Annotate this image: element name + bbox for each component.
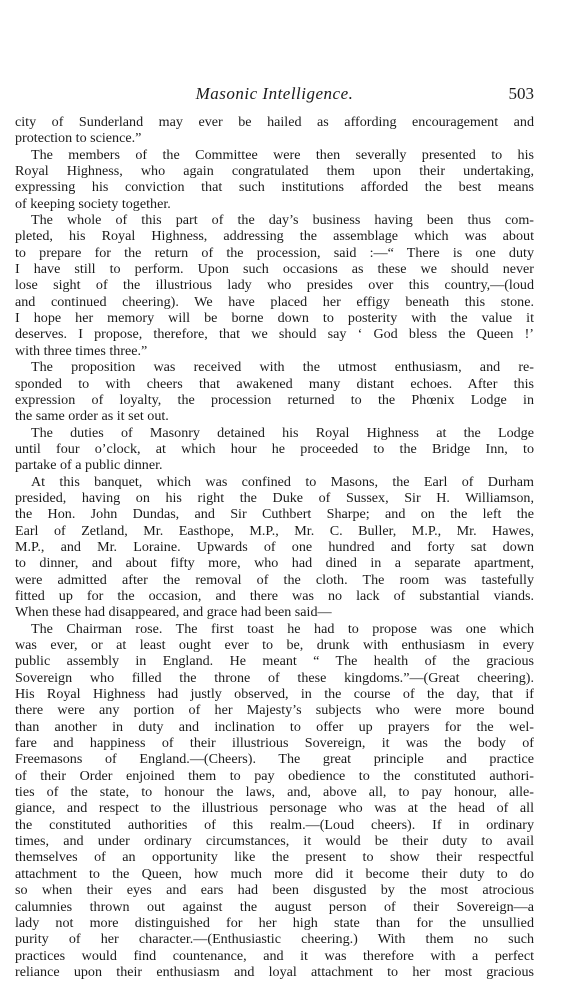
text-line: lose sight of the illustrious lady who presides over this country,—(loud bbox=[15, 277, 534, 294]
text-line: The whole of this part of the day’s business having been thus com- bbox=[31, 212, 534, 229]
text-line: expression of loyalty, the procession returned to the Phœnix Lodge in bbox=[15, 391, 534, 408]
text-line: When these had disappeared, and grace had been said— bbox=[15, 604, 332, 621]
text-line: attachment to the Queen, how much more did it become their duty to do bbox=[15, 865, 534, 882]
text-line: than another in duty and inclination to offer up prayers for the wel- bbox=[15, 718, 534, 735]
text-line: The proposition was received with the utmost enthusiasm, and re- bbox=[31, 359, 534, 376]
text-line: The members of the Committee were then severally presented to his bbox=[31, 146, 534, 163]
text-line: was ever, or at least ought ever to be, drunk with enthusiasm in every bbox=[15, 637, 534, 653]
text-line: purity of her character.—(Enthusiastic cheering.) With them no such bbox=[15, 931, 534, 948]
text-line: the same order as it set out. bbox=[15, 408, 169, 425]
text-line: M.P., and Mr. Loraine. Upwards of one hundred and forty sat down bbox=[15, 538, 534, 555]
text-line: reliance upon their enthusiasm and loyal attachment to her most gracious bbox=[15, 963, 534, 980]
text-line: I hope her memory will be borne down to posterity with the value it bbox=[15, 310, 534, 327]
text-line: fare and happiness of their illustrious Sovereign, it was the body of bbox=[15, 735, 534, 752]
text-line: Royal Highness, who again congratulated them upon their undertaking, bbox=[15, 163, 534, 180]
text-line: His Royal Highness had justly observed, in the course of the day, that if bbox=[15, 686, 534, 703]
text-line: The duties of Masonry detained his Royal Highness at the Lodge bbox=[31, 424, 534, 441]
text-line: the Hon. John Dundas, and Sir Cuthbert Sharpe; and on the left the bbox=[15, 506, 534, 523]
text-line: of their Order enjoined them to pay obedience to the constituted authori- bbox=[15, 767, 534, 784]
text-line: so when their eyes and ears had been disgusted by the most atrocious bbox=[15, 882, 534, 899]
text-line: fitted up for the occasion, and there was no lack of substantial viands. bbox=[15, 587, 534, 604]
text-line: the constituted authorities of this realm.—(Loud cheers). If in ordinary bbox=[15, 816, 534, 833]
text-line: Freemasons of England.—(Cheers). The great principle and practice bbox=[15, 751, 534, 768]
text-line: times, and under ordinary circumstances, it would be their duty to avail bbox=[15, 833, 534, 850]
text-line: practices would find countenance, and it was therefore with a perfect bbox=[15, 947, 534, 964]
page-header bbox=[15, 84, 534, 104]
text-line: calumnies thrown out against the august person of their Sovereign—a bbox=[15, 898, 534, 915]
text-line: I have still to perform. Upon such occasions as these we should never bbox=[15, 261, 534, 278]
text-line: sponded to with cheers that awakened many distant echoes. After this bbox=[15, 375, 534, 392]
text-line: giance, and respect to the illustrious personage who was at the head of all bbox=[15, 800, 534, 817]
text-line: to prepare for the return of the procession, said :—“ There is one duty bbox=[15, 244, 534, 261]
text-line: pleted, his Royal Highness, addressing the assemblage which was about bbox=[15, 228, 534, 245]
text-line: deserves. I propose, therefore, that we should say ‘ God bless the Queen !’ bbox=[15, 326, 534, 343]
text-line: city of Sunderland may ever be hailed as affording encouragement and bbox=[15, 114, 534, 130]
text-line: At this banquet, which was confined to Masons, the Earl of Durham bbox=[31, 473, 534, 490]
article-body bbox=[15, 114, 534, 980]
text-line: Sovereign who filled the throne of these kingdoms.”—(Great cheering). bbox=[15, 669, 534, 686]
text-line: of keeping society together. bbox=[15, 195, 171, 212]
page-number: 503 bbox=[508, 84, 534, 103]
running-title: Masonic Intelligence. bbox=[195, 84, 354, 103]
text-line: lady not more distinguished for her high state than for the unsullied bbox=[15, 914, 534, 931]
text-line: Earl of Zetland, Mr. Easthope, M.P., Mr. C. Buller, M.P., Mr. Hawes, bbox=[15, 522, 534, 539]
text-line: protection to science.” bbox=[15, 130, 142, 147]
text-line: themselves of an opportunity like the present to show their respectful bbox=[15, 849, 534, 866]
text-line: ties of the state, to honour the laws, and, above all, to pay honour, alle- bbox=[15, 784, 534, 801]
text-line: The Chairman rose. The first toast he had to propose was one which bbox=[31, 620, 534, 637]
text-line: presided, having on his right the Duke of Sussex, Sir H. Williamson, bbox=[15, 489, 534, 506]
text-line: and continued cheering). We have placed her effigy beneath this stone. bbox=[15, 293, 534, 310]
text-line: with three times three.” bbox=[15, 342, 148, 359]
text-line: until four o’clock, at which hour he proceeded to the Bridge Inn, to bbox=[15, 440, 534, 457]
text-line: were admitted after the removal of the cloth. The room was tastefully bbox=[15, 571, 534, 588]
text-line: expressing his conviction that such institutions afforded the best means bbox=[15, 179, 534, 196]
text-line: public assembly in England. He meant “ The health of the gracious bbox=[15, 653, 534, 670]
text-line: to dinner, and about fifty more, who had dined in a separate apartment, bbox=[15, 555, 534, 572]
text-line: there were any portion of her Majesty’s subjects who were more bound bbox=[15, 702, 534, 719]
text-line: partake of a public dinner. bbox=[15, 457, 163, 474]
